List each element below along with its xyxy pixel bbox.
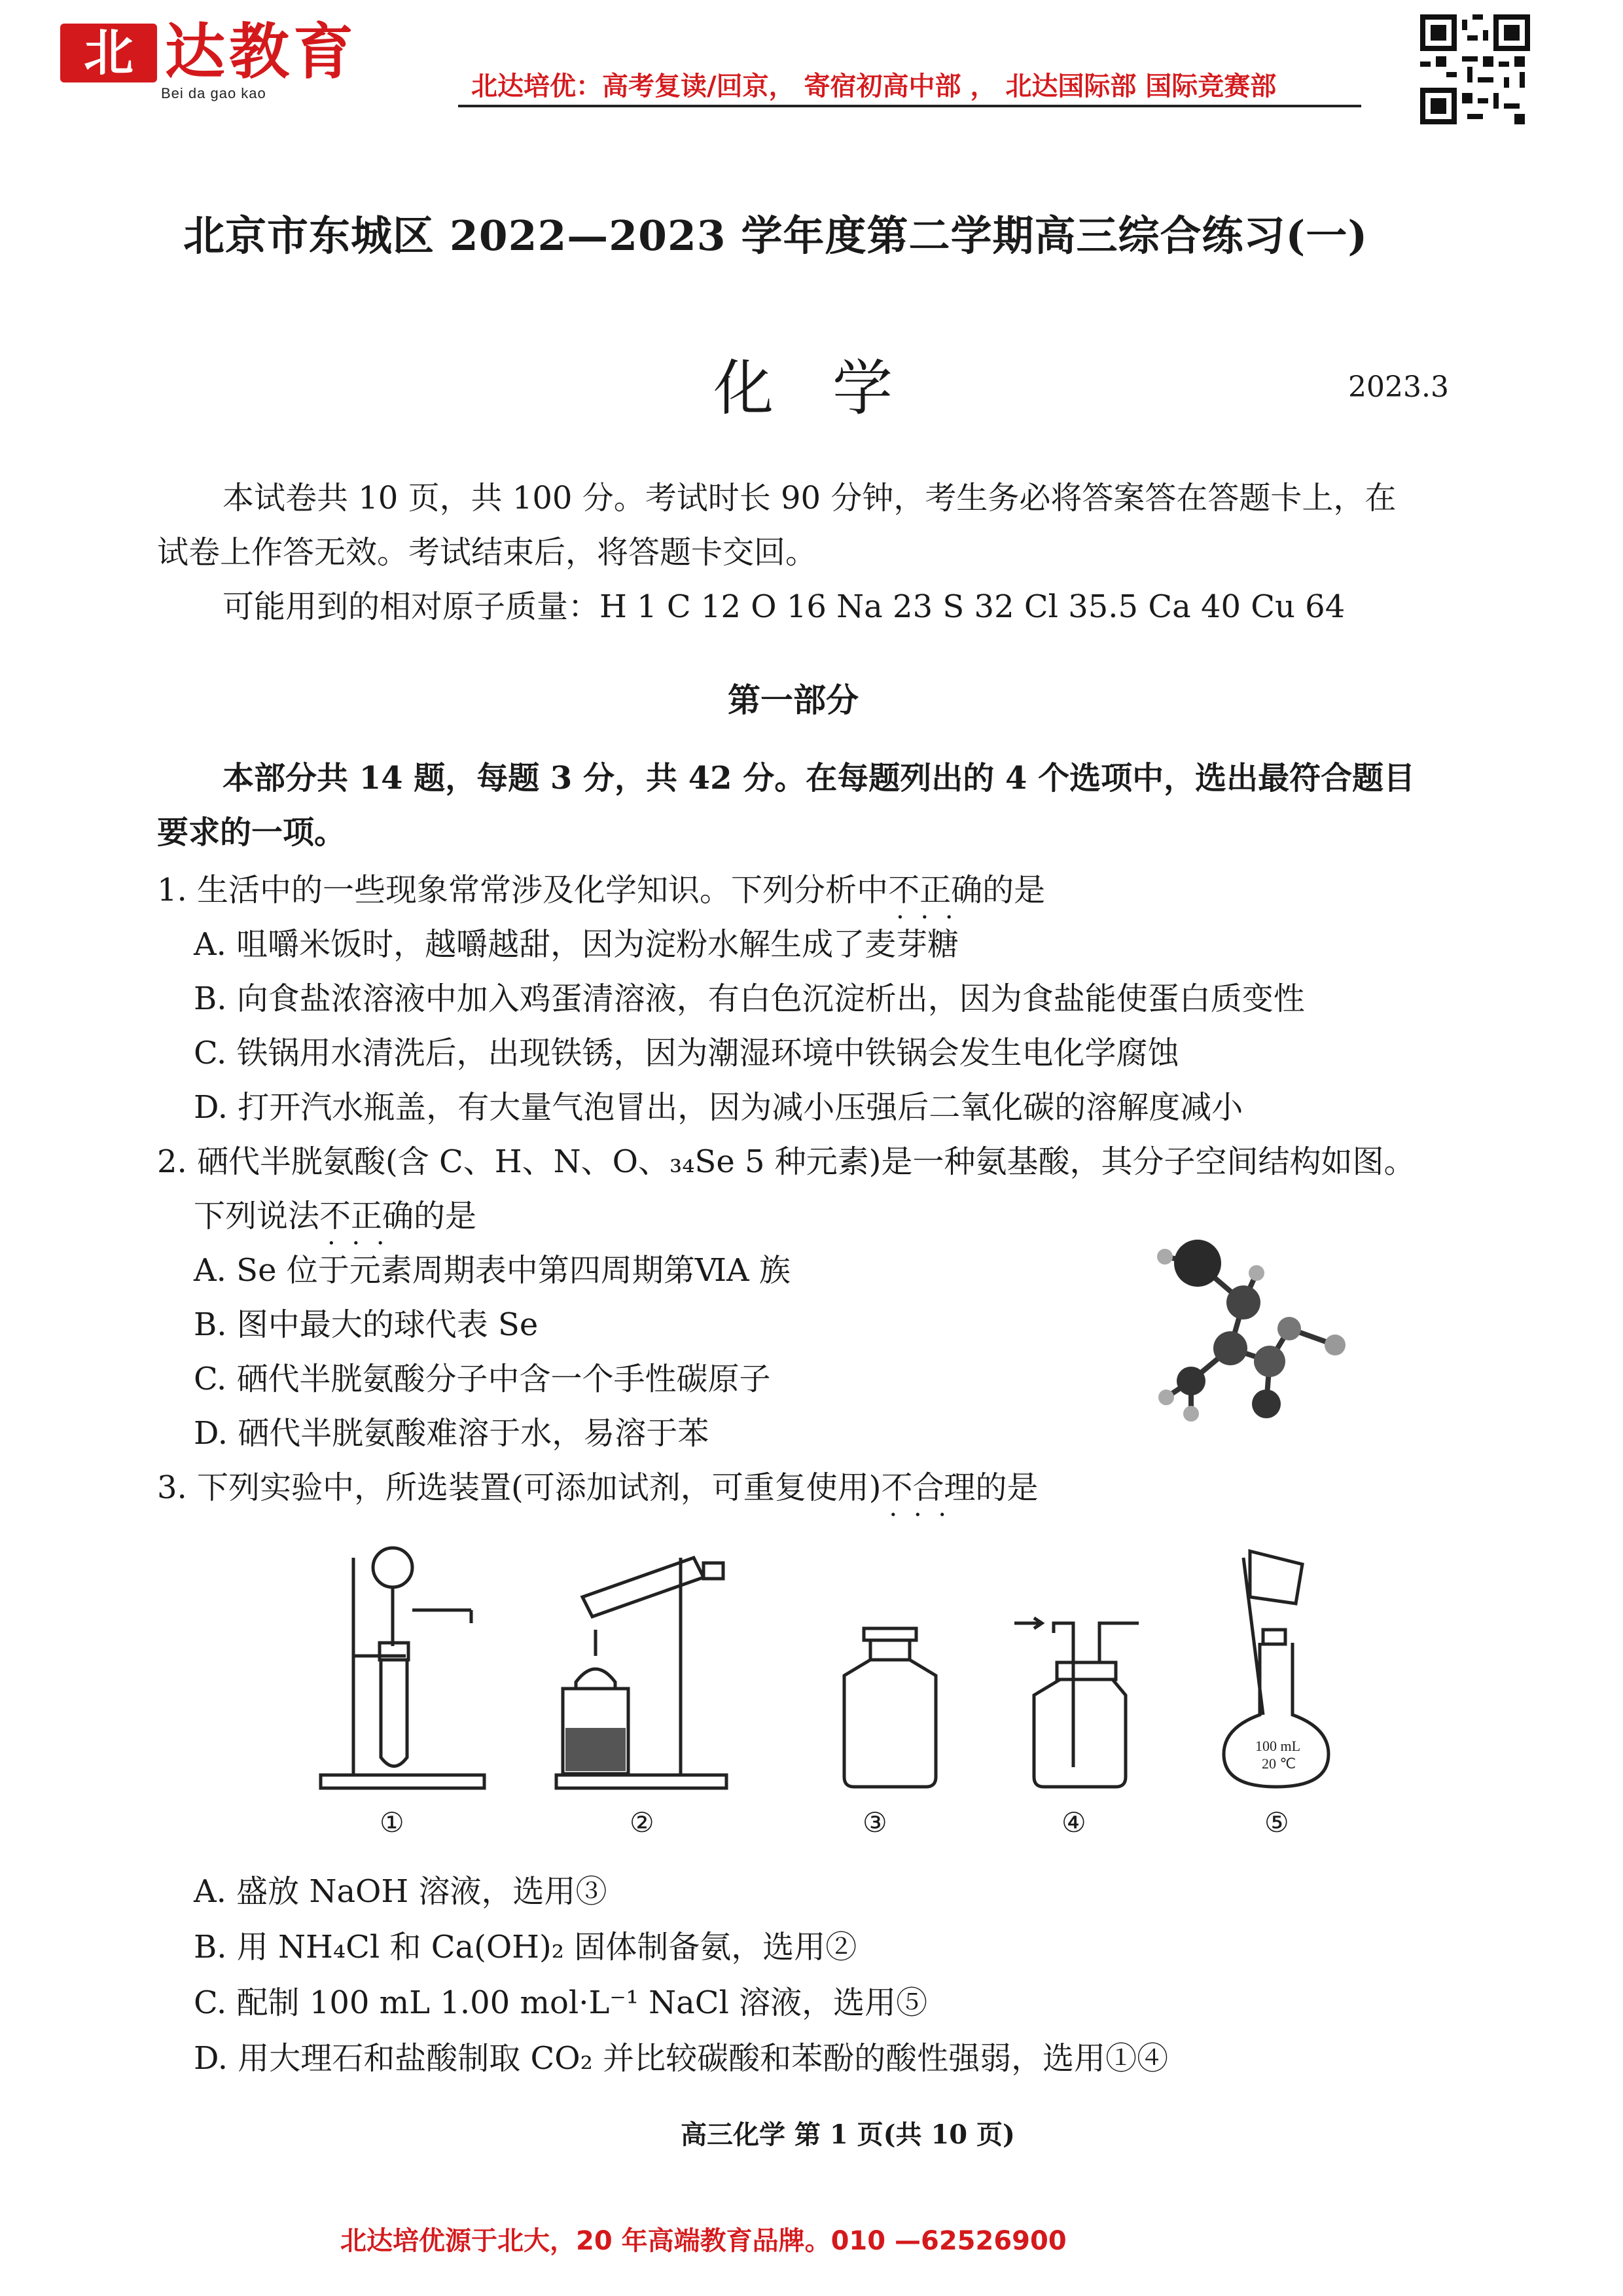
- q2-stem-emphasis: 不正确 · · ·: [319, 1196, 414, 1236]
- q2-stem-post: 的是: [414, 1198, 477, 1234]
- q1-stem-pre: 1. 生活中的一些现象常常涉及化学知识。下列分析中: [157, 872, 889, 908]
- header-slogan: 北达培优：高考复读/回京， 寄宿初高中部 ， 北达国际部 国际竞赛部: [471, 71, 1277, 101]
- footer-brand: 北达培优源于北大，20 年高端教育品牌。010 —62526900: [340, 2226, 1067, 2256]
- apparatus-1-label: ①: [380, 1806, 404, 1839]
- flask-volume-text: 100 mL: [1255, 1738, 1301, 1754]
- logo-name: 达教育: [165, 16, 358, 87]
- molecule-structure-diagram: [1152, 1230, 1361, 1427]
- q2-option-d: D. 硒代半胱氨酸难溶于水，易溶于苯: [194, 1415, 709, 1452]
- q1-option-c: C. 铁锅用水清洗后，出现铁锈，因为潮湿环境中铁锅会发生电化学腐蚀: [194, 1035, 1179, 1071]
- apparatus-1-diagram: [308, 1532, 497, 1793]
- q2-stem-pre: 下列说法: [194, 1198, 320, 1234]
- apparatus-3-diagram: [825, 1623, 955, 1793]
- q1-option-b: B. 向食盐浓溶液中加入鸡蛋清溶液，有白色沉淀析出，因为食盐能使蛋白质变性: [194, 980, 1305, 1017]
- apparatus-4-diagram: [1008, 1610, 1152, 1793]
- exam-date: 2023.3: [1348, 370, 1449, 404]
- part-desc-1: 本部分共 14 题，每题 3 分，共 42 分。在每题列出的 4 个选项中，选出最符合题目: [223, 760, 1416, 797]
- q1-stem: [157, 870, 1045, 910]
- q1-option-d: D. 打开汽水瓶盖，有大量气泡冒出，因为减小压强后二氧化碳的溶解度减小: [194, 1089, 1243, 1126]
- q1-stem-post: 的是: [982, 872, 1046, 908]
- apparatus-5-label: ⑤: [1264, 1806, 1289, 1839]
- q2-option-a: A. Se 位于元素周期表中第四周期第ⅥA 族: [194, 1252, 791, 1289]
- q3-stem-pre: 3. 下列实验中，所选装置(可添加试剂，可重复使用): [157, 1469, 882, 1506]
- q3-option-d: D. 用大理石和盐酸制取 CO₂ 并比较碳酸和苯酚的酸性强弱，选用①④: [194, 2040, 1169, 2077]
- q3-stem: [157, 1468, 1039, 1507]
- intro-line-2: 试卷上作答无效。考试结束后，将答题卡交回。: [157, 534, 817, 571]
- q2-stem-line-1: 2. 硒代半胱氨酸(含 C、H、N、O、₃₄Se 5 种元素)是一种氨基酸，其分子空间结构如图。: [157, 1143, 1416, 1180]
- q3-stem-emphasis: 不合理 · · ·: [882, 1468, 976, 1507]
- logo-subtitle: Bei da gao kao: [161, 85, 266, 101]
- subject-title: 化学: [713, 353, 952, 423]
- part-title: 第一部分: [728, 681, 859, 719]
- apparatus-3-label: ③: [863, 1806, 887, 1839]
- q2-option-b: B. 图中最大的球代表 Se: [194, 1306, 539, 1343]
- exam-title: 北京市东城区 2022—2023 学年度第二学期高三综合练习(一): [183, 211, 1368, 260]
- atomic-masses: 可能用到的相对原子质量：H 1 C 12 O 16 Na 23 S 32 Cl 35.5 Ca 40 Cu 64: [223, 588, 1346, 625]
- q3-stem-post: 的是: [975, 1469, 1039, 1506]
- flask-temp-text: 20 ℃: [1262, 1755, 1296, 1772]
- q3-option-b: B. 用 NH₄Cl 和 Ca(OH)₂ 固体制备氨，选用②: [194, 1929, 857, 1965]
- q2-stem-line-2: [194, 1196, 476, 1236]
- page-number: 高三化学 第 1 页(共 10 页): [681, 2119, 1015, 2150]
- apparatus-5-diagram: [1204, 1545, 1348, 1793]
- q3-option-a: A. 盛放 NaOH 溶液，选用③: [194, 1873, 607, 1910]
- q2-option-c: C. 硒代半胱氨酸分子中含一个手性碳原子: [194, 1361, 771, 1397]
- logo-mark: 北: [60, 24, 157, 82]
- intro-line-1: 本试卷共 10 页，共 100 分。考试时长 90 分钟，考生务必将答案答在答题卡上，在: [223, 480, 1397, 516]
- q1-option-a: A. 咀嚼米饭时，越嚼越甜，因为淀粉水解生成了麦芽糖: [194, 926, 959, 963]
- apparatus-4-label: ④: [1061, 1806, 1086, 1839]
- q1-stem-emphasis: 不正确 · · ·: [888, 870, 982, 910]
- header-rule: [458, 105, 1361, 107]
- qr-code-icon: [1420, 14, 1530, 124]
- part-desc-2: 要求的一项。: [157, 814, 346, 851]
- apparatus-2-diagram: [543, 1532, 740, 1793]
- apparatus-2-label: ②: [630, 1806, 654, 1839]
- q3-option-c: C. 配制 100 mL 1.00 mol·L⁻¹ NaCl 溶液，选用⑤: [194, 1984, 928, 2021]
